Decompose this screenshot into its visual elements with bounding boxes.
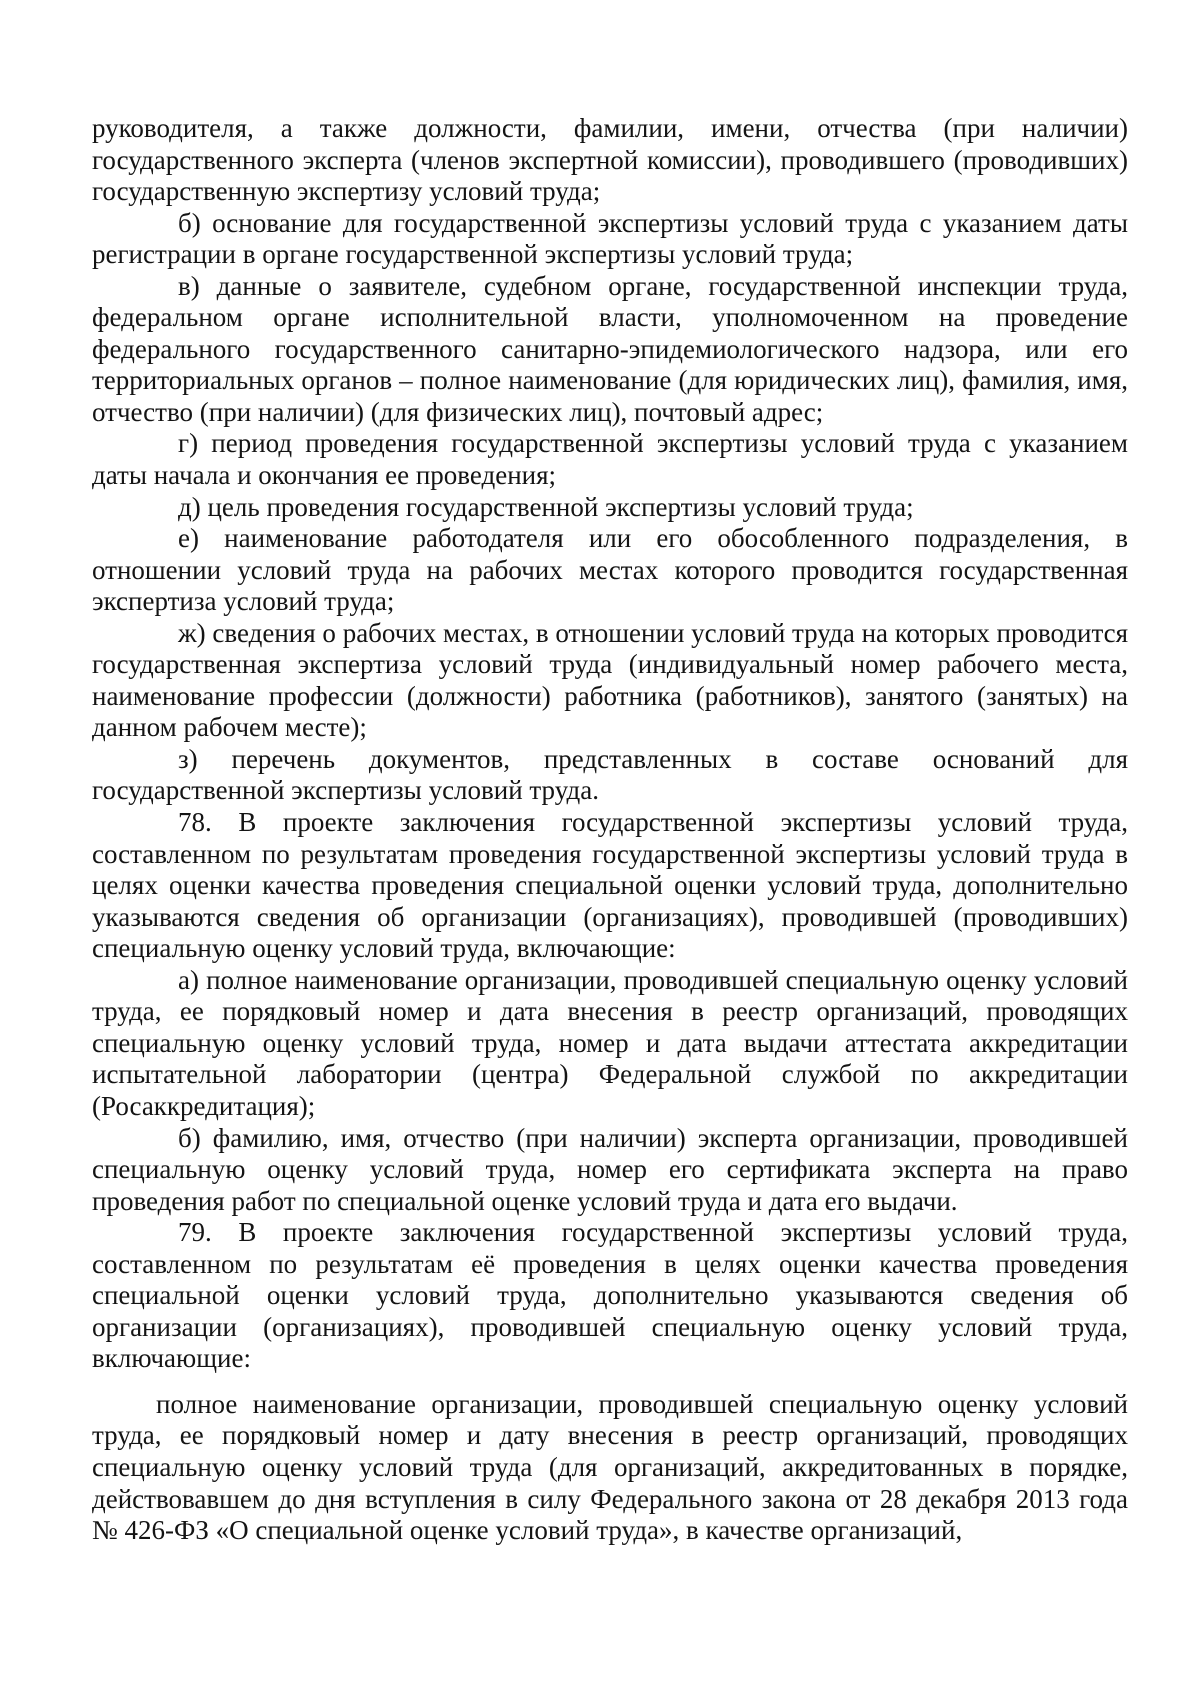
paragraph-continuation: руководителя, а также должности, фамилии, имени, отчества (при наличии) государственного эксперта (членов экспертной комиссии), проводившего (проводивших) государственную экспертизу условий труда; bbox=[92, 113, 1128, 207]
paragraph-final: полное наименование организации, проводившей специальную оценку условий труда, ее порядковый номер и дату внесения в реестр организаций, проводящих специальную оценку условий труда (для организаций, аккредитованных в порядке, действовавшем до дня вступления в силу Федерального закона от 28 декабря 2013 года № 426-ФЗ «О специальной оценке условий труда», в качестве организаций, bbox=[92, 1388, 1128, 1546]
paragraph-item-g: г) период проведения государственной экспертизы условий труда с указанием даты начала и окончания ее проведения; bbox=[92, 428, 1128, 491]
paragraph-item-b: б) основание для государственной экспертизы условий труда с указанием даты регистрации в органе государственной экспертизы условий труда; bbox=[92, 207, 1128, 270]
paragraph-item-z: з) перечень документов, представленных в составе оснований для государственной экспертизы условий труда. bbox=[92, 743, 1128, 806]
paragraph-clause-79: 79. В проекте заключения государственной экспертизы условий труда, составленном по результатам её проведения в целях оценки качества проведения специальной оценки условий труда, дополнительно указываются сведения об организации (организациях), проводившей специальную оценку условий труда, включающие: bbox=[92, 1217, 1128, 1374]
paragraph-item-e: е) наименование работодателя или его обособленного подразделения, в отношении условий труда на рабочих местах которого проводится государственная экспертиза условий труда; bbox=[92, 523, 1128, 617]
document-page bbox=[92, 113, 1128, 1547]
paragraph-clause-78: 78. В проекте заключения государственной экспертизы условий труда, составленном по результатам проведения государственной экспертизы условий труда в целях оценки качества проведения специальной оценки условий труда, дополнительно указываются сведения об организации (организациях), проводившей (проводивших) специальную оценку условий труда, включающие: bbox=[92, 807, 1128, 964]
paragraph-item-zh: ж) сведения о рабочих местах, в отношении условий труда на которых проводится государственная экспертиза условий труда (индивидуальный номер рабочего места, наименование профессии (должности) работника (работников), занятого (занятых) на данном рабочем месте); bbox=[92, 617, 1128, 743]
paragraph-item-d: д) цель проведения государственной экспертизы условий труда; bbox=[178, 491, 914, 522]
paragraph-item-b-second: б) фамилию, имя, отчество (при наличии) эксперта организации, проводившей специальную оценку условий труда, номер его сертификата эксперта на право проведения работ по специальной оценке условий труда и дата его выдачи. bbox=[92, 1122, 1128, 1216]
paragraph-item-a: а) полное наименование организации, проводившей специальную оценку условий труда, ее порядковый номер и дата внесения в реестр организаций, проводящих специальную оценку условий труда, номер и дата выдачи аттестата аккредитации испытательной лаборатории (центра) Федеральной службой по аккредитации (Росаккредитация); bbox=[92, 964, 1128, 1121]
paragraph-item-v: в) данные о заявителе, судебном органе, государственной инспекции труда, федеральном органе исполнительной власти, уполномоченном на проведение федерального государственного санитарно-эпидемиологического надзора, или его территориальных органов – полное наименование (для юридических лиц), фамилия, имя, отчество (при наличии) (для физических лиц), почтовый адрес; bbox=[92, 270, 1128, 427]
